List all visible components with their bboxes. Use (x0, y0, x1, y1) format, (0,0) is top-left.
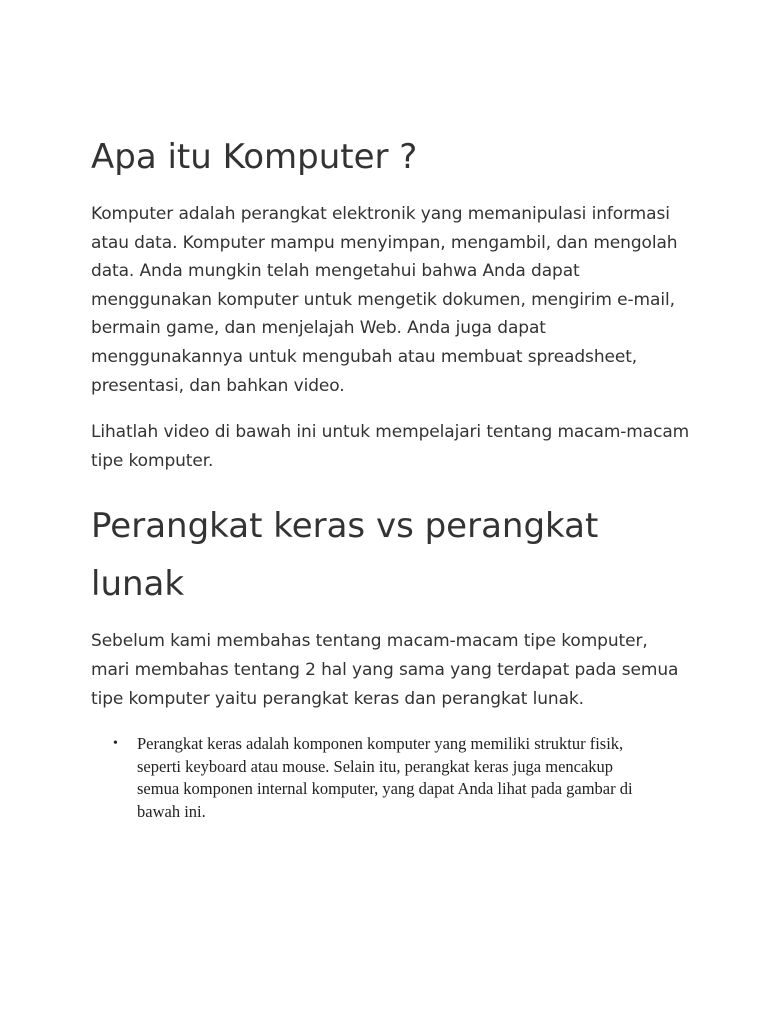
bullet-list (91, 733, 691, 823)
list-item-text: Perangkat keras adalah komponen komputer yang memiliki struktur fisik, seperti keyboard atau mouse. Selain itu, perangkat keras juga mencakup semua komponen internal komputer, yang dapat Anda lihat pada gambar di bawah ini. (137, 734, 633, 821)
heading-what-is-computer: Apa itu Komputer ? (91, 137, 418, 177)
article-body (91, 128, 691, 823)
paragraph-hardware-software-intro: Sebelum kami membahas tentang macam-macam tipe komputer, mari membahas tentang 2 hal yang sama yang terdapat pada semua tipe komputer yaitu perangkat keras dan perangkat lunak. (91, 631, 679, 709)
paragraph-video-intro: Lihatlah video di bawah ini untuk mempelajari tentang macam-macam tipe komputer. (91, 422, 690, 471)
heading-hardware-vs-software: Perangkat keras vs perangkat lunak (91, 506, 599, 605)
bullet-marker: • (113, 736, 118, 752)
paragraph-definition: Komputer adalah perangkat elektronik yang memanipulasi informasi atau data. Komputer mampu menyimpan, mengambil, dan mengolah data. Anda mungkin telah mengetahui bahwa Anda dapat menggunakan komputer untuk mengetik dokumen, mengirim e-mail, bermain game, dan menjelajah Web. Anda juga dapat menggunakannya untuk mengubah atau membuat spreadsheet, presentasi, dan bahkan video. (91, 204, 678, 396)
list-item (91, 733, 637, 823)
